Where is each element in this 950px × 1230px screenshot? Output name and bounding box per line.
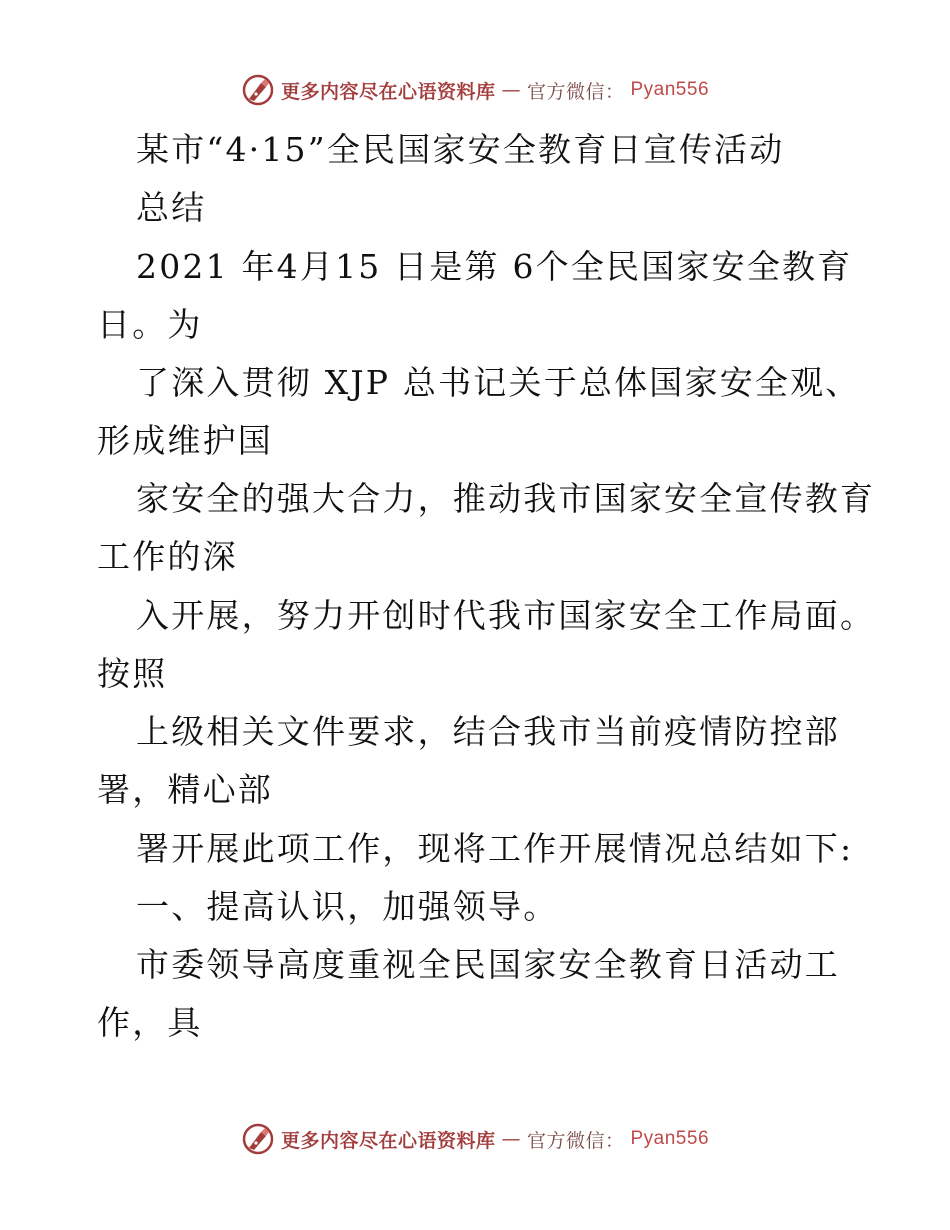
banner-wechat-id: Pyan556 bbox=[630, 1128, 710, 1149]
footer-banner bbox=[0, 1119, 950, 1159]
doc-section-heading: 一、提高认识，加强领导。 bbox=[136, 887, 559, 926]
pen-nib-logo-icon bbox=[241, 73, 275, 107]
banner-wechat-label: 官方微信： bbox=[526, 80, 625, 103]
doc-title-line-1: 某市“4·15”全民国家安全教育日宣传活动 bbox=[136, 130, 785, 169]
header-banner bbox=[0, 70, 950, 110]
doc-paragraph-line: 工作的深 bbox=[97, 537, 238, 576]
doc-paragraph-line: 了深入贯彻 XJP 总书记关于总体国家安全观、 bbox=[136, 363, 861, 402]
doc-paragraph-line: 2021 年4月15 日是第 6个全民国家安全教育 bbox=[136, 247, 853, 286]
doc-paragraph-line: 按照 bbox=[97, 654, 168, 693]
banner-wechat-id: Pyan556 bbox=[630, 79, 710, 100]
doc-paragraph-line: 家安全的强大合力，推动我市国家安全宣传教育 bbox=[136, 479, 876, 518]
doc-paragraph-line: 署开展此项工作，现将工作开展情况总结如下: bbox=[136, 829, 854, 868]
doc-title-line-2: 总结 bbox=[136, 188, 207, 227]
banner-site-text: 更多内容尽在心语资料库 bbox=[280, 1129, 496, 1152]
doc-paragraph-line: 入开展，努力开创时代我市国家安全工作局面。 bbox=[136, 596, 876, 635]
pen-nib-logo-icon bbox=[241, 1122, 275, 1156]
doc-paragraph-line: 形成维护国 bbox=[97, 421, 273, 460]
doc-paragraph-line: 市委领导高度重视全民国家安全教育日活动工 bbox=[136, 945, 840, 984]
doc-paragraph-line: 署，精心部 bbox=[97, 770, 273, 809]
doc-paragraph-line: 上级相关文件要求，结合我市当前疫情防控部 bbox=[136, 712, 840, 751]
doc-paragraph-line: 作，具 bbox=[97, 1003, 203, 1042]
banner-separator: — bbox=[501, 79, 521, 101]
banner-site-text: 更多内容尽在心语资料库 bbox=[280, 80, 496, 103]
banner-separator: — bbox=[501, 1128, 521, 1150]
banner-wechat-label: 官方微信： bbox=[526, 1129, 625, 1152]
doc-paragraph-line: 日。为 bbox=[97, 305, 203, 344]
